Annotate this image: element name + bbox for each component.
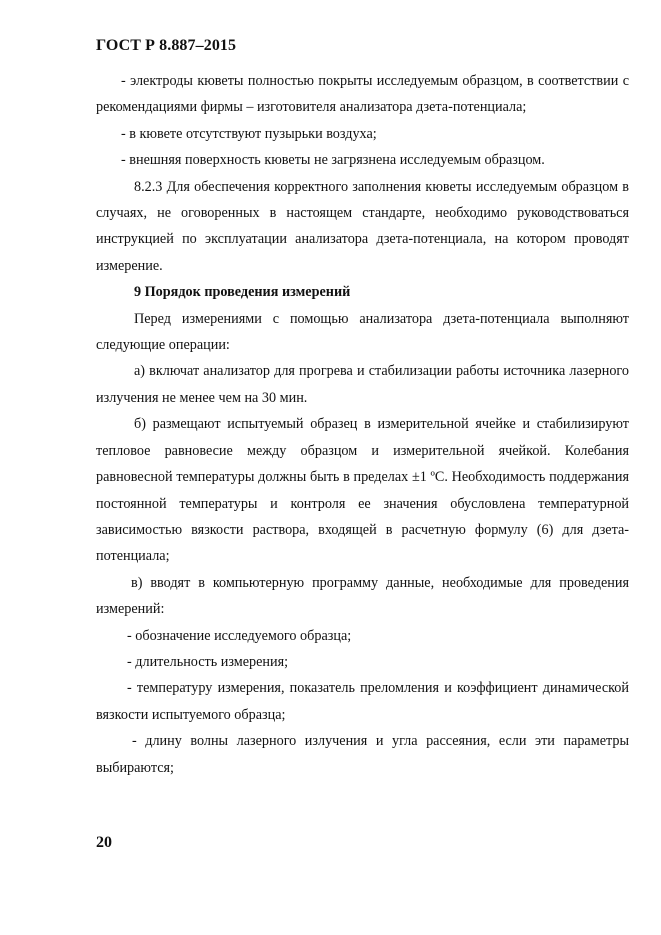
section-heading-9: 9 Порядок проведения измерений (134, 284, 351, 301)
section-intro-paragraph: Перед измерениями с помощью анализатора дзета-потенциала выполняют следующие операции: (96, 310, 629, 354)
document-body (96, 68, 629, 781)
list-item-electrodes: - электроды кюветы полностью покрыты исследуемым образцом, в соответствии с рекомендациями фирмы – изготовителя анализатора дзета-потенциала; (96, 73, 629, 116)
list-item-temperature: - температуру измерения, показатель преломления и коэффициент динамической вязкости испытуемого образца; (96, 680, 629, 723)
list-item-clean-surface: - внешняя поверхность кюветы не загрязнена исследуемым образцом. (121, 152, 545, 169)
document-header: ГОСТ Р 8.887–2015 (96, 37, 237, 54)
clause-8-2-3: 8.2.3 Для обеспечения корректного заполнения кюветы исследуемым образцом в случаях, не оговоренных в настоящем стандарте, необходимо руководствоваться инструкцией по эксплуатации анализатора дзета-потенциала, на котором проводят измерение. (96, 178, 629, 274)
step-a: а) включат анализатор для прогрева и стабилизации работы источника лазерного излучения не менее чем на 30 мин. (96, 363, 629, 406)
list-item-no-bubbles: - в кювете отсутствуют пузырьки воздуха; (121, 125, 377, 142)
step-b: б) размещают испытуемый образец в измерительной ячейке и стабилизируют тепловое равновесие между образцом и измерительной ячейкой. Колебания равновесной температуры должны быть в пределах ±1 ºС. Необходимость поддержания постоянной температуры и контроля ее значения обусловлена температурной зависимостью вязкости раствора, входящей в расчетную формулу (6) для дзета-потенциала; (96, 416, 629, 565)
page-number: 20 (96, 834, 112, 851)
list-item-sample-designation: - обозначение исследуемого образца; (127, 627, 352, 644)
list-item-duration: - длительность измерения; (127, 653, 289, 670)
list-item-wavelength: - длину волны лазерного излучения и угла рассеяния, если эти параметры выбираются; (96, 733, 629, 776)
step-c: в) вводят в компьютерную программу данные, необходимые для проведения измерений: (96, 574, 629, 618)
